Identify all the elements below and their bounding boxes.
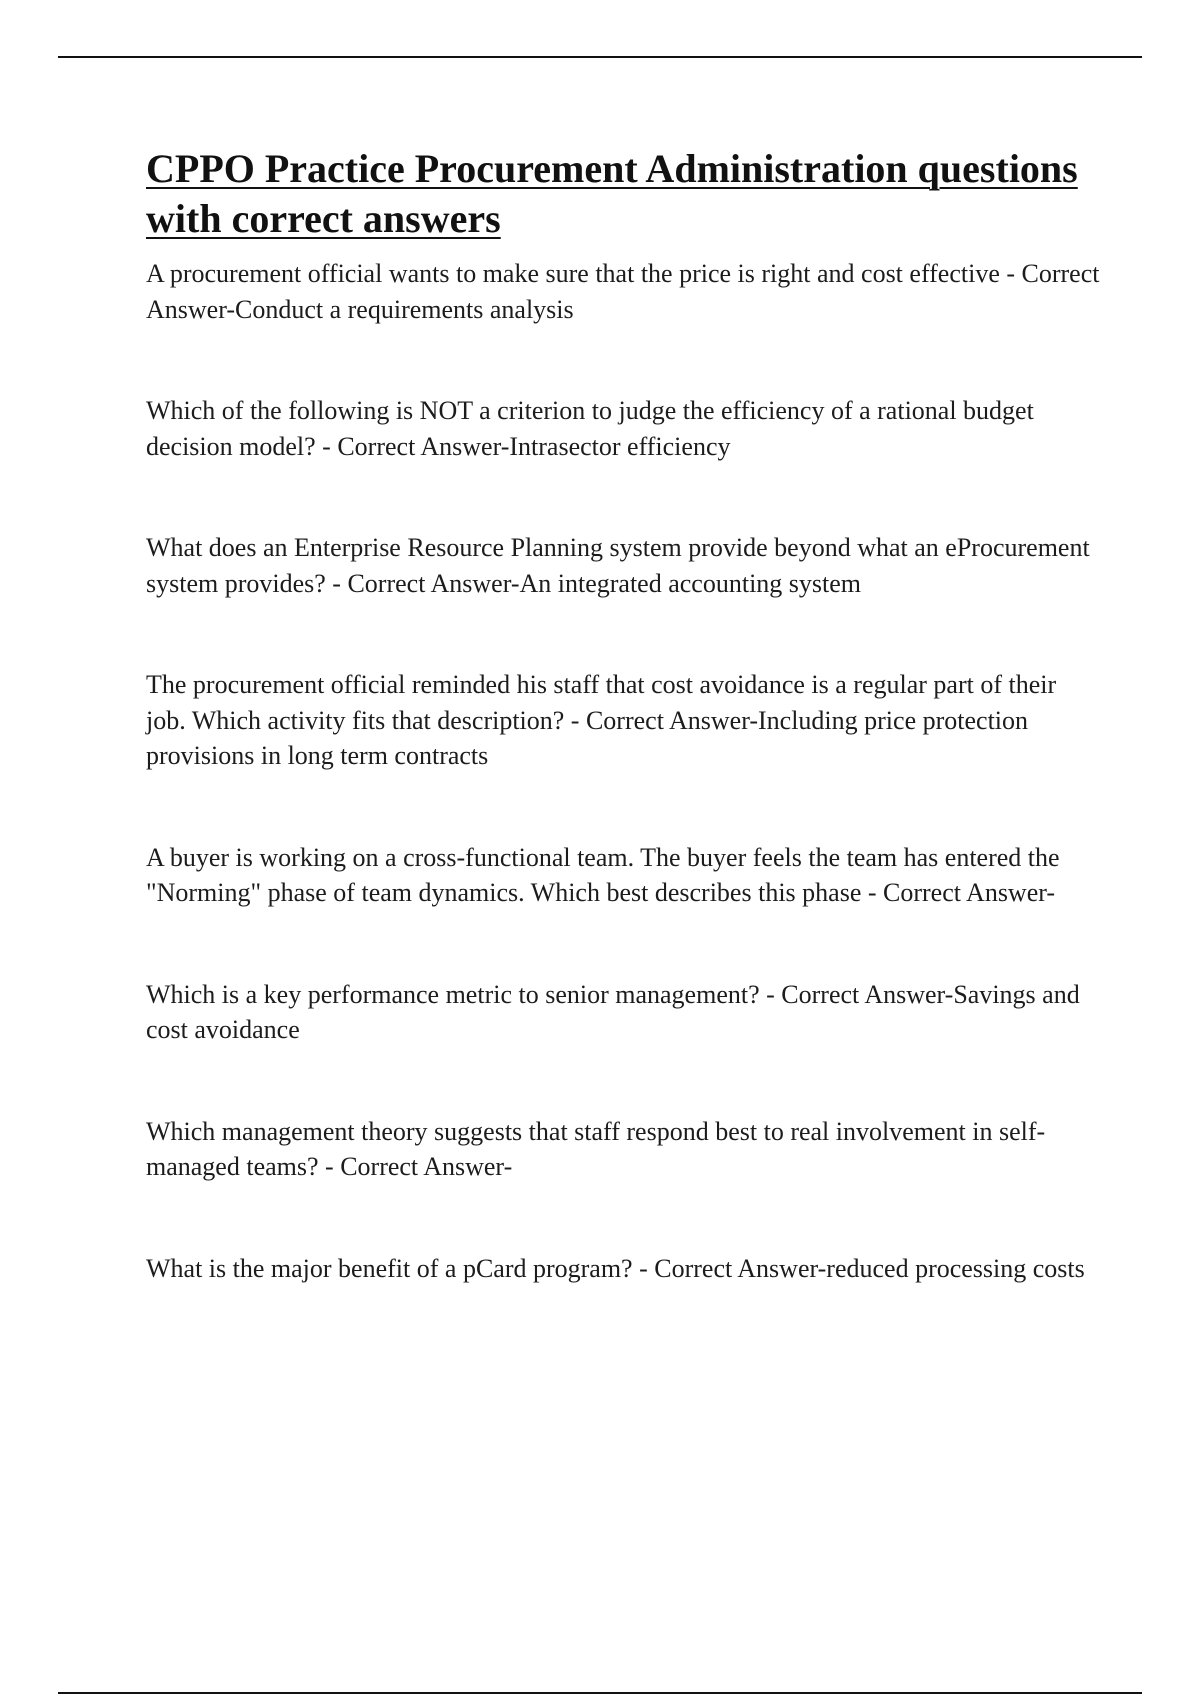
bottom-divider	[58, 1692, 1142, 1694]
qa-item: What is the major benefit of a pCard program? - Correct Answer-reduced processing costs	[146, 1253, 1085, 1283]
qa-item: The procurement official reminded his staff that cost avoidance is a regular part of their job. Which activity fits that description? - Correct Answer-Including price protection provisions in long term contracts	[146, 670, 1057, 770]
qa-item: A buyer is working on a cross-functional team. The buyer feels the team has entered the "Norming" phase of team dynamics. Which best describes this phase - Correct Answer-	[146, 842, 1060, 907]
qa-item: Which management theory suggests that staff respond best to real involvement in self-managed teams? - Correct Answer-	[146, 1116, 1046, 1181]
document-body	[146, 144, 1101, 1286]
qa-item: Which is a key performance metric to senior management? - Correct Answer-Savings and cost avoidance	[146, 979, 1080, 1044]
document-title: CPPO Practice Procurement Administration questions with correct answers	[146, 146, 1078, 241]
qa-item: What does an Enterprise Resource Planning system provide beyond what an eProcurement system provides? - Correct Answer-An integrated accounting system	[146, 533, 1090, 598]
top-divider	[58, 56, 1142, 58]
qa-list	[146, 256, 1101, 1286]
qa-item: Which of the following is NOT a criterion to judge the efficiency of a rational budget decision model? - Correct Answer-Intrasector efficiency	[146, 396, 1034, 461]
qa-item: A procurement official wants to make sure that the price is right and cost effective - Correct Answer-Conduct a requirements analysis	[146, 259, 1100, 324]
